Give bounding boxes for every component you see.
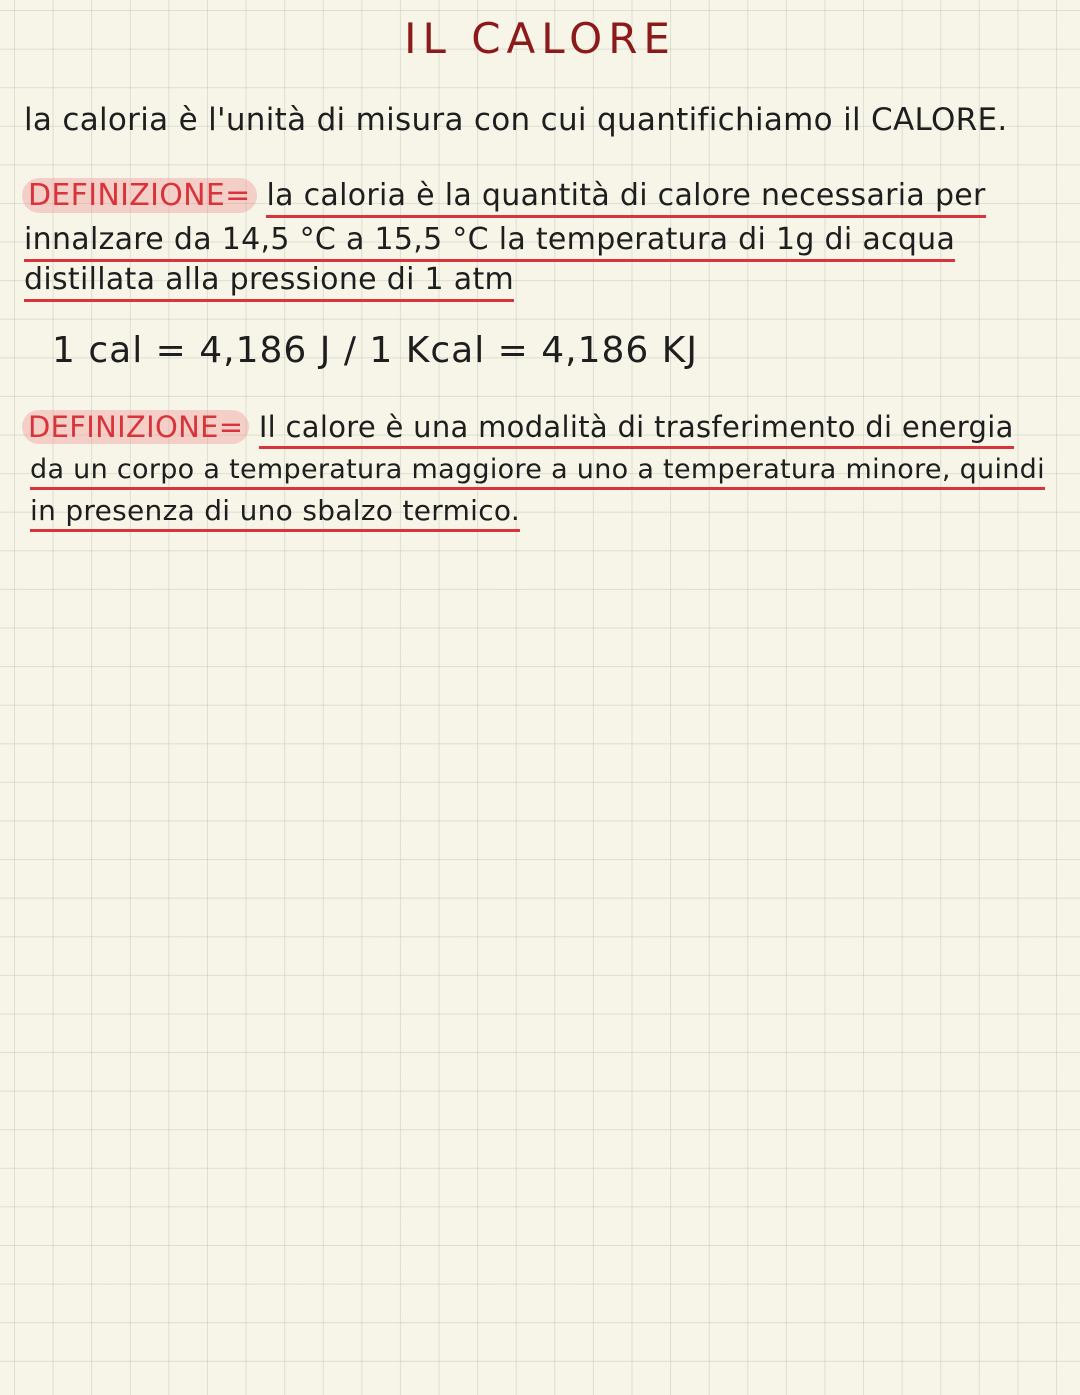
definition-1-text-2: innalzare da 14,5 °C a 15,5 °C la temperatura di 1g di acqua — [24, 222, 955, 262]
definition-2-text-1: Il calore è una modalità di trasferimento di energia — [259, 410, 1014, 449]
definition-2-line-2 — [30, 454, 1045, 485]
definition-2-line-1 — [22, 410, 1014, 444]
definition-1-text-3: distillata alla pressione di 1 atm — [24, 262, 514, 302]
definition-1-line-3 — [24, 262, 514, 297]
definition-2-label: DEFINIZIONE= — [22, 410, 249, 444]
intro-text: la caloria è l'unità di misura con cui quantifichiamo il CALORE. — [24, 102, 1008, 138]
page-title: IL CALORE — [404, 14, 676, 63]
definition-1-label: DEFINIZIONE= — [22, 178, 257, 213]
definition-1-text-1: la caloria è la quantità di calore necessaria per — [266, 178, 985, 218]
definition-2-text-2: da un corpo a temperatura maggiore a uno a temperatura minore, quindi — [30, 454, 1045, 490]
calorie-equation: 1 cal = 4,186 J / 1 Kcal = 4,186 KJ — [52, 330, 698, 371]
definition-2-text-3: in presenza di uno sbalzo termico. — [30, 494, 520, 532]
definition-2-line-3 — [30, 494, 520, 527]
definition-1-line-1 — [22, 178, 986, 213]
definition-1-line-2 — [24, 222, 955, 257]
